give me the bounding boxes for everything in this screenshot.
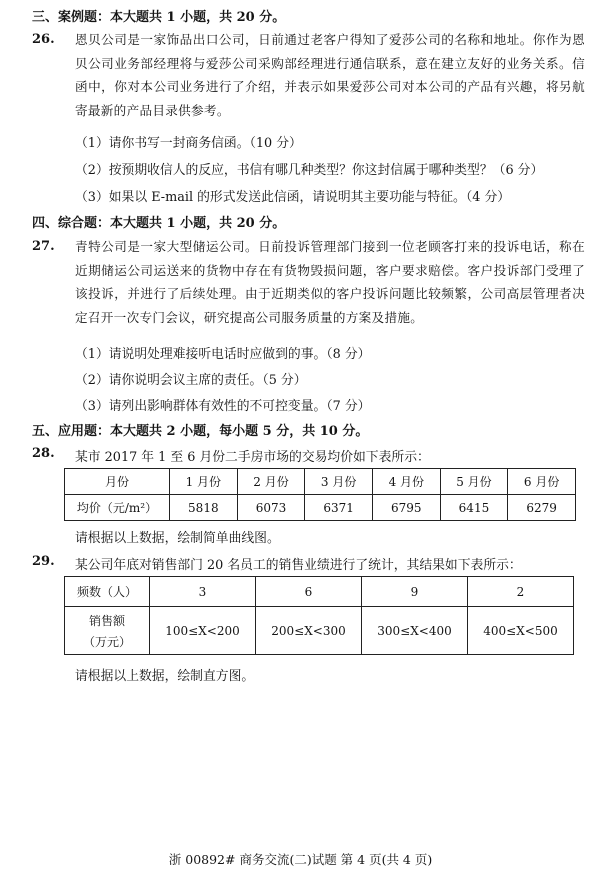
- q29-row-label-sales-line1: 销售额: [88, 613, 125, 628]
- q29-range-cell: 400≤X<500: [468, 607, 574, 655]
- q29-instruction: 请根据以上数据，绘制直方图。: [75, 669, 255, 684]
- q28-number: 28.: [32, 446, 55, 461]
- q27-sub-2: （2）请你说明会议主席的责任。（5 分）: [75, 373, 307, 388]
- q28-price-cell: 6371: [305, 495, 373, 521]
- q29-row-label-count: 频数（人）: [65, 577, 150, 607]
- q29-stem: 某公司年底对销售部门 20 名员工的销售业绩进行了统计，其结果如下表所示：: [75, 558, 522, 573]
- q28-price-cell: 6415: [440, 495, 508, 521]
- q28-price-cell: 5818: [170, 495, 238, 521]
- q29-row-label-sales-line2: （万元）: [82, 634, 131, 649]
- q29-range-cell: 300≤X<400: [362, 607, 468, 655]
- q27-sub-3: （3）请列出影响群体有效性的不可控变量。（7 分）: [75, 399, 371, 414]
- section-4-heading: 四、综合题：本大题共 1 小题，共 20 分。: [32, 216, 286, 231]
- q29-count-cell: 6: [256, 577, 362, 607]
- q28-row-label-price: 均价（元/m²）: [65, 495, 170, 521]
- q27-stem: 青特公司是一家大型储运公司。日前投诉管理部门接到一位老顾客打来的投诉电话，称在近期储运公司运送来的货物中存在有货物毁损问题，客户要求赔偿。客户投诉部门受理了该投诉，并进行了后续处理。由于近期类似的客户投诉问题比较频繁，公司高层管理者决定召开一次专门会议，研究提高公司服务质量的方案及措施。: [75, 239, 585, 325]
- q26-sub-2: （2）按预期收信人的反应，书信有哪几种类型？你这封信属于哪种类型？（6 分）: [75, 163, 544, 178]
- q29-count-cell: 2: [468, 577, 574, 607]
- q28-month-cell: 1 月份: [170, 469, 238, 495]
- q28-price-table: [64, 468, 576, 521]
- q29-range-cell: 100≤X<200: [150, 607, 256, 655]
- q28-price-cell: 6279: [508, 495, 576, 521]
- q28-price-cell: 6073: [237, 495, 305, 521]
- q28-price-cell: 6795: [372, 495, 440, 521]
- q28-month-cell: 5 月份: [440, 469, 508, 495]
- section-5-heading: 五、应用题：本大题共 2 小题，每小题 5 分，共 10 分。: [32, 424, 369, 439]
- q27-sub-1: （1）请说明处理难接听电话时应做到的事。（8 分）: [75, 347, 371, 362]
- q28-month-cell: 3 月份: [305, 469, 373, 495]
- page-footer: 浙 00892# 商务交流(二)试题 第 4 页(共 4 页): [168, 852, 433, 867]
- q29-sales-table: [64, 576, 574, 655]
- q26-stem: 恩贝公司是一家饰品出口公司，日前通过老客户得知了爱莎公司的名称和地址。你作为恩贝公司业务部经理将与爱莎公司采购部经理进行通信联系，意在建立友好的业务关系。信函中，你对本公司业务进行了介绍，并表示如果爱莎公司对本公司的产品有兴趣，将另航寄最新的产品目录供参考。: [75, 32, 585, 118]
- q28-stem: 某市 2017 年 1 至 6 月份二手房市场的交易均价如下表所示：: [75, 450, 430, 465]
- q28-row-label-month: 月份: [65, 469, 170, 495]
- q28-instruction: 请根据以上数据，绘制简单曲线图。: [75, 531, 280, 546]
- q29-count-cell: 3: [150, 577, 256, 607]
- q26-number: 26.: [32, 32, 55, 47]
- q28-month-cell: 6 月份: [508, 469, 576, 495]
- q26-sub-1: （1）请你书写一封商务信函。（10 分）: [75, 136, 302, 151]
- section-3-heading: 三、案例题：本大题共 1 小题，共 20 分。: [32, 10, 286, 25]
- q27-number: 27.: [32, 239, 55, 254]
- q29-count-cell: 9: [362, 577, 468, 607]
- q29-number: 29.: [32, 554, 55, 569]
- q29-range-cell: 200≤X<300: [256, 607, 362, 655]
- q29-row-label-sales: [65, 607, 150, 655]
- q28-month-cell: 2 月份: [237, 469, 305, 495]
- q26-sub-3: （3）如果以 E-mail 的形式发送此信函，请说明其主要功能与特征。（4 分）: [75, 190, 511, 205]
- q28-month-cell: 4 月份: [372, 469, 440, 495]
